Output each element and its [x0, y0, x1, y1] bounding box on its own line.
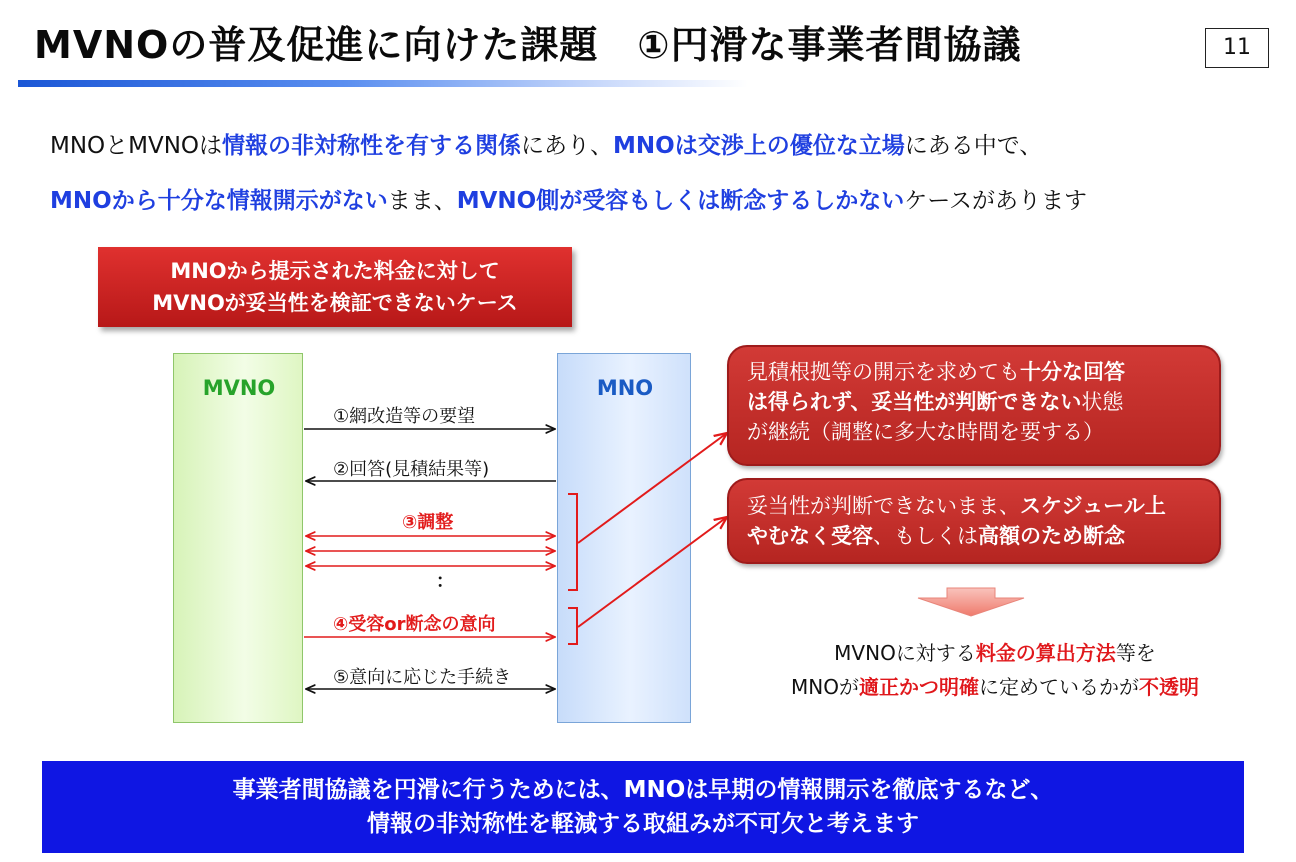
bracket-decision	[568, 608, 577, 644]
step-5-label: ⑤意向に応じた手続き	[333, 667, 512, 688]
conclusion-emph: 不透明	[1138, 675, 1199, 699]
intro-text: にあり、	[521, 133, 614, 159]
callout-1-text: が継続（調整に多大な時間を要する）	[747, 420, 1104, 444]
conclusion-text-part: MNOが	[791, 675, 859, 699]
callout-2-emph: スケジュール上	[1020, 494, 1166, 518]
callout-2-text: 妥当性が判断できないまま、	[747, 494, 1020, 518]
summary-line-2: 情報の非対称性を軽減する取組みが不可欠と考えます	[367, 811, 919, 837]
mvno-label: MVNO	[202, 376, 276, 400]
intro-text: MNOとMVNOは	[50, 133, 223, 159]
pointer-line-1	[578, 433, 727, 543]
intro-highlight: MVNO側が受容もしくは断念するしかない	[456, 188, 905, 214]
callout-forced-decision	[727, 478, 1221, 564]
callout-2-emph: やむなく受容	[747, 524, 873, 548]
callout-1-emph: 妥当性が判断できない	[871, 390, 1082, 414]
conclusion-text	[735, 636, 1255, 704]
pointer-line-2	[578, 517, 727, 627]
mno-label: MNO	[596, 376, 654, 400]
callout-2-emph: 高額のため断念	[978, 524, 1125, 548]
step-4-label: ④受容or断念の意向	[333, 614, 496, 635]
conclusion-text-part: 等を	[1115, 641, 1156, 665]
step-1-label: ①網改造等の要望	[333, 406, 476, 427]
continuation-dots: ：	[436, 571, 454, 592]
summary-banner	[42, 761, 1244, 853]
intro-highlight: MNOから十分な情報開示がない	[50, 188, 388, 214]
callout-1-emph: は得られず、	[747, 390, 872, 414]
case-heading-line-1: MNOから提示された料金に対して	[170, 259, 500, 283]
callout-1-text: 見積根拠等の開示を求めても	[747, 360, 1020, 384]
page-title: MVNOの普及促進に向けた課題 ①円滑な事業者間協議	[34, 23, 1022, 67]
intro-text: まま、	[387, 188, 457, 214]
conclusion-text-part: に定めているかが	[978, 675, 1139, 699]
case-heading-line-2: MVNOが妥当性を検証できないケース	[152, 291, 518, 315]
callout-no-answer	[727, 345, 1221, 466]
callout-1-text: 状態	[1081, 390, 1124, 414]
down-arrow-icon	[918, 588, 1024, 616]
step-3-label: ③調整	[402, 512, 454, 533]
conclusion-emph: 料金の算出方法	[975, 641, 1116, 665]
intro-text: ケースがあります	[904, 188, 1088, 214]
bracket-adjustment	[568, 494, 577, 590]
summary-line-1: 事業者間協議を円滑に行うためには、MNOは早期の情報開示を徹底するなど、	[232, 777, 1054, 803]
intro-highlight: MNOは交渉上の優位な立場	[613, 133, 905, 159]
step-2-label: ②回答(見積結果等)	[333, 459, 490, 480]
conclusion-emph: 適正かつ明確	[858, 675, 979, 699]
callout-1-emph: 十分な回答	[1020, 360, 1125, 384]
intro-text: にある中で、	[904, 133, 1043, 159]
intro-highlight: 情報の非対称性を有する関係	[222, 133, 522, 159]
callout-2-text: 、もしくは	[873, 524, 978, 548]
page-number: 11	[1205, 28, 1269, 68]
conclusion-text-part: MVNOに対する	[834, 641, 976, 665]
